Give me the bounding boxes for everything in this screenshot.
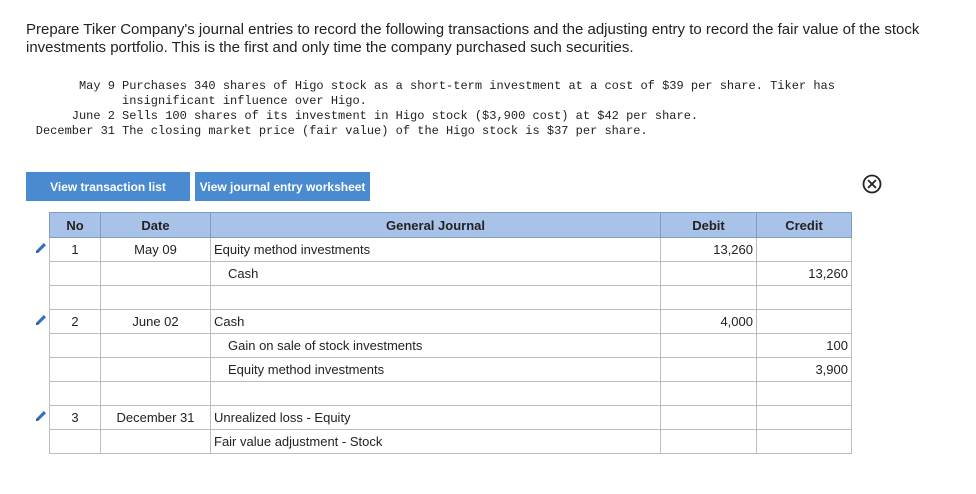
view-journal-worksheet-button[interactable]: View journal entry worksheet [195,172,370,201]
entry-date [101,334,211,358]
credit-cell [757,406,852,430]
account-cell: Cash [211,310,661,334]
transaction-description: Purchases 340 shares of Higo stock as a short-term investment at a cost of $39 per share. Tiker has insignificant influence over Higo. [122,79,835,108]
edit-column-header [32,213,50,238]
credit-cell: 13,260 [757,262,852,286]
transaction-row [26,79,912,109]
account-cell: Equity method investments [211,358,661,382]
entry-date: May 09 [101,238,211,262]
credit-cell [757,238,852,262]
account-cell: Cash [211,262,661,286]
debit-cell [661,286,757,310]
credit-cell [757,286,852,310]
journal-row [32,286,852,310]
journal-row [32,430,852,454]
entry-date: June 02 [101,310,211,334]
edit-entry-cell [32,430,50,454]
pencil-edit-icon[interactable] [34,241,48,255]
journal-table [32,212,852,454]
transaction-description: The closing market price (fair value) of the Higo stock is $37 per share. [122,124,648,138]
header-credit: Credit [757,213,852,238]
account-cell: Equity method investments [211,238,661,262]
entry-date [101,382,211,406]
header-date: Date [101,213,211,238]
journal-row [32,262,852,286]
debit-cell [661,262,757,286]
account-cell [211,286,661,310]
pencil-edit-icon[interactable] [34,313,48,327]
credit-cell [757,382,852,406]
debit-cell [661,334,757,358]
entry-number [50,358,101,382]
entry-date [101,358,211,382]
pencil-edit-icon[interactable] [34,409,48,423]
header-general-journal: General Journal [211,213,661,238]
entry-date: December 31 [101,406,211,430]
account-cell [211,382,661,406]
transaction-date: June 2 [71,109,115,123]
edit-entry-cell [32,382,50,406]
account-cell: Unrealized loss - Equity [211,406,661,430]
header-debit: Debit [661,213,757,238]
edit-entry-cell [32,262,50,286]
debit-cell [661,382,757,406]
journal-row [32,238,852,262]
view-transaction-list-button[interactable]: View transaction list [26,172,190,201]
transaction-description: Sells 100 shares of its investment in Higo stock ($3,900 cost) at $42 per share. [122,109,699,123]
journal-row [32,382,852,406]
header-no: No [50,213,101,238]
credit-cell: 100 [757,334,852,358]
transaction-date: May 9 [78,79,115,93]
entry-number: 2 [50,310,101,334]
transaction-date: December 31 [35,124,115,138]
close-icon[interactable] [862,174,882,194]
debit-cell [661,406,757,430]
edit-entry-cell [32,286,50,310]
edit-entry-cell [32,334,50,358]
entry-date [101,262,211,286]
transaction-row [26,109,912,124]
journal-header-row [32,213,852,238]
debit-cell: 4,000 [661,310,757,334]
transaction-list [26,79,912,139]
edit-entry-cell[interactable] [32,310,50,334]
credit-cell: 3,900 [757,358,852,382]
problem-prompt: Prepare Tiker Company's journal entries to record the following transactions and the adjusting entry to record the fair value of the stock investments portfolio. This is the first and only time the company purchased such securities. [26,21,920,56]
edit-entry-cell [32,358,50,382]
edit-entry-cell[interactable] [32,406,50,430]
debit-cell [661,358,757,382]
entry-date [101,286,211,310]
account-cell: Gain on sale of stock investments [211,334,661,358]
credit-cell [757,430,852,454]
account-cell: Fair value adjustment - Stock [211,430,661,454]
journal-row [32,310,852,334]
entry-number [50,286,101,310]
debit-cell: 13,260 [661,238,757,262]
journal-row [32,358,852,382]
entry-number [50,430,101,454]
entry-number [50,262,101,286]
entry-number [50,334,101,358]
transaction-row [26,124,912,139]
entry-number [50,382,101,406]
entry-number: 1 [50,238,101,262]
edit-entry-cell[interactable] [32,238,50,262]
entry-date [101,430,211,454]
credit-cell [757,310,852,334]
debit-cell [661,430,757,454]
journal-row [32,406,852,430]
entry-number: 3 [50,406,101,430]
journal-row [32,334,852,358]
